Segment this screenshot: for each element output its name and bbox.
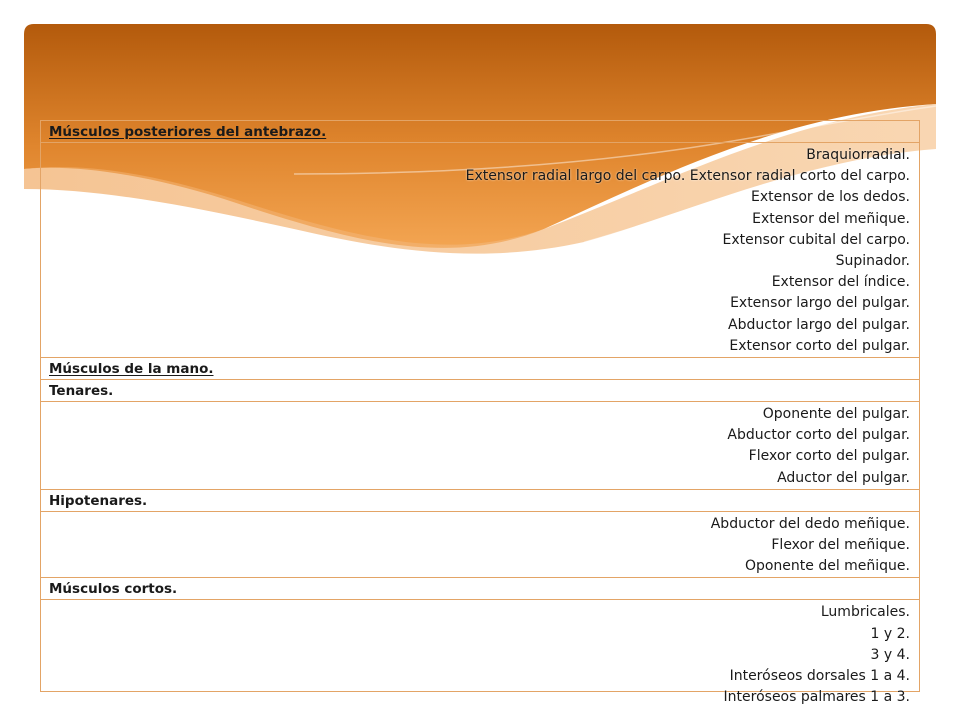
section-title-posterior: Músculos posteriores del antebrazo. [41,121,919,143]
list-item: Extensor de los dedos. [750,189,910,206]
list-item: Extensor del índice. [771,274,910,291]
section-title-hipotenares: Hipotenares. [41,490,919,512]
list-item: Abductor del dedo meñique. [710,515,910,532]
list-item: Extensor cubital del carpo. [722,231,910,248]
list-item: Braquiorradial. [806,147,910,163]
muscle-table [40,120,920,706]
cortos-muscle-list [41,600,919,708]
list-item: Oponente del meñique. [744,558,910,575]
list-item: Abductor corto del pulgar. [727,427,910,444]
posterior-muscle-list [41,143,919,358]
list-item: Oponente del pulgar. [762,406,910,423]
list-item: 1 y 2. [870,625,910,642]
list-item: Extensor radial largo del carpo. Extensor radial corto del carpo. [465,168,910,185]
list-item: Interóseos dorsales 1 a 4. [729,668,910,685]
section-title-cortos: Músculos cortos. [41,578,919,600]
list-item: Extensor corto del pulgar. [729,337,910,354]
list-item: Lumbricales. [820,604,910,621]
list-item: Extensor largo del pulgar. [730,295,910,312]
list-item: Flexor corto del pulgar. [748,448,910,465]
list-item: 3 y 4. [870,646,910,663]
list-item: Aductor del pulgar. [777,469,910,486]
tenares-muscle-list [41,402,919,490]
hipotenares-muscle-list [41,512,919,579]
list-item: Abductor largo del pulgar. [728,316,910,333]
list-item: Flexor del meñique. [771,537,910,554]
list-item: Supinador. [835,253,910,270]
list-item: Extensor del meñique. [752,210,910,227]
list-item: Interóseos palmares 1 a 3. [723,689,910,706]
section-title-tenares: Tenares. [41,380,919,402]
section-title-hand: Músculos de la mano. [41,358,919,380]
